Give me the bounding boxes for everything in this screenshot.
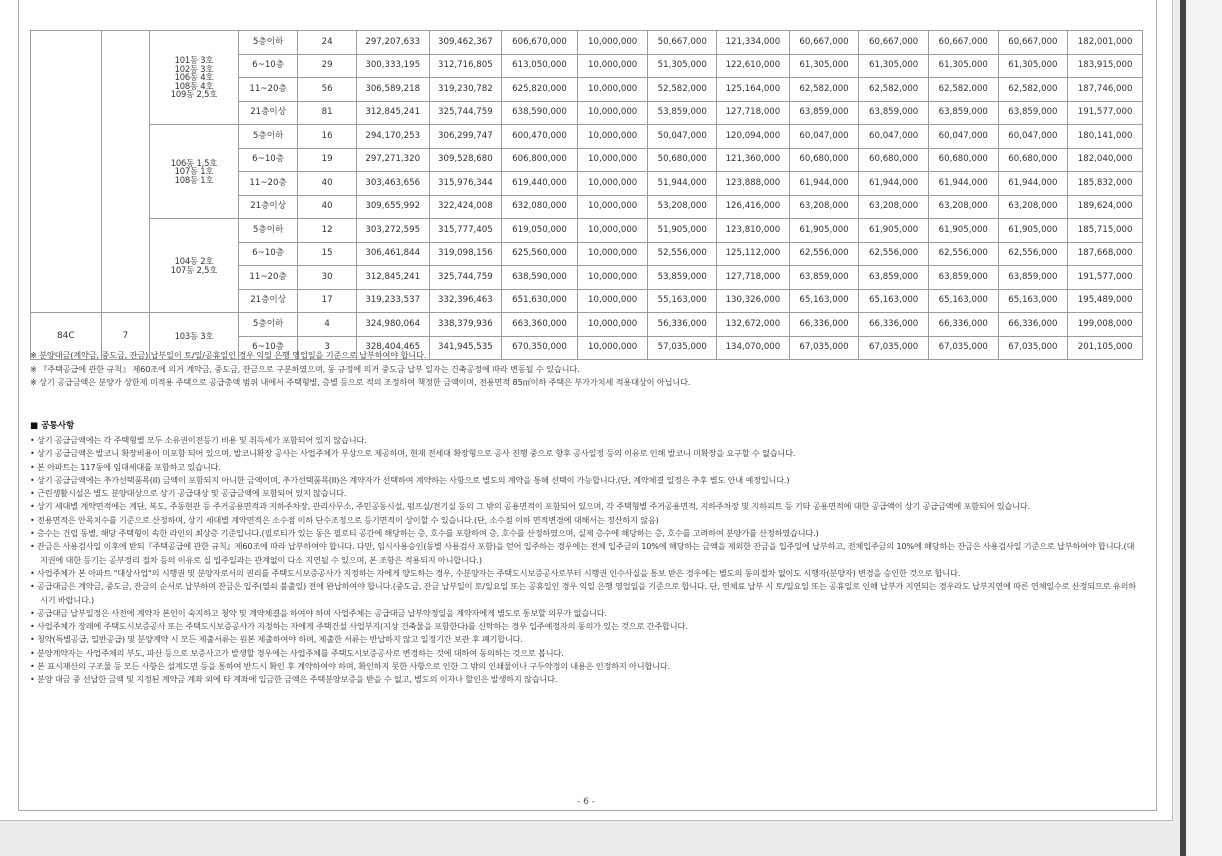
deposit-cell: 10,000,000	[577, 289, 648, 313]
units-cell: 29	[298, 54, 357, 78]
units-cell: 30	[298, 266, 357, 290]
m5-cell: 60,667,000	[928, 31, 998, 55]
units-cell: 3	[298, 336, 357, 360]
m4-cell: 63,859,000	[859, 266, 929, 290]
units-cell: 19	[298, 148, 357, 172]
total-cell: 638,590,000	[502, 101, 578, 125]
m2-cell: 126,416,000	[717, 195, 790, 219]
m5-cell: 62,582,000	[928, 78, 998, 102]
m3-cell: 60,047,000	[789, 125, 859, 149]
m2-cell: 127,718,000	[717, 101, 790, 125]
land-cell: 324,980,064	[356, 313, 429, 337]
viewer-right-margin	[1186, 0, 1222, 856]
units-cell: 56	[298, 78, 357, 102]
land-cell: 309,655,992	[356, 195, 429, 219]
m3-cell: 60,680,000	[789, 148, 859, 172]
units-cell: 24	[298, 31, 357, 55]
m3-cell: 61,305,000	[789, 54, 859, 78]
m2-cell: 123,810,000	[717, 219, 790, 243]
balance-cell: 182,040,000	[1068, 148, 1143, 172]
land-cell: 303,272,595	[356, 219, 429, 243]
m2-cell: 125,164,000	[717, 78, 790, 102]
building-cell: 338,379,936	[429, 313, 502, 337]
common-item: • 상기 공급금액에는 각 주택형별 모두 소유권이전등기 비용 및 취득세가 포함되어 있지 않습니다.	[30, 435, 367, 445]
land-cell: 306,461,844	[356, 242, 429, 266]
m3-cell: 61,944,000	[789, 172, 859, 196]
units-cell: 4	[298, 313, 357, 337]
dong-line: 107동 2,5호	[170, 264, 218, 275]
total-cell: 619,440,000	[502, 172, 578, 196]
common-item: • 상기 세대별 계약면적에는 계단, 복도, 주동현관 등 주거공용면적과 지하주차장, 관리사무소, 주민공동시설, 펌프실/전기실 등의 그 밖의 공용면적이 포함되어 있으며, 각 주택형별 주거공용면적, 지하주차장 및 지하피트 등 기타 공용면적에 대한 공급액이 상기 공급금액에 포함되어 있습니다.	[30, 501, 1030, 512]
m4-cell: 67,035,000	[859, 336, 929, 360]
price-table	[30, 30, 1143, 360]
building-cell: 322,424,008	[429, 195, 502, 219]
total-cell: 625,560,000	[502, 242, 578, 266]
land-cell: 306,589,218	[356, 78, 429, 102]
floor-cell: 5층이하	[238, 313, 298, 337]
deposit-cell: 10,000,000	[577, 125, 648, 149]
table-row	[31, 125, 1143, 149]
total-cell: 613,050,000	[502, 54, 578, 78]
building-cell: 315,777,405	[429, 219, 502, 243]
m6-cell: 60,667,000	[998, 31, 1068, 55]
m2-cell: 127,718,000	[717, 266, 790, 290]
balance-cell: 185,832,000	[1068, 172, 1143, 196]
m4-cell: 62,556,000	[859, 242, 929, 266]
m2-cell: 125,112,000	[717, 242, 790, 266]
m5-cell: 63,208,000	[928, 195, 998, 219]
balance-cell: 189,624,000	[1068, 195, 1143, 219]
units-cell: 81	[298, 101, 357, 125]
common-item: • 상기 공급금액은 발코니 확장비용이 미포함 되어 있으며, 발코니확장 공사는 사업주체가 무상으로 제공하며, 현재 전세대 확장형으로 공사 진행 중으로 향후 공사일정 등의 이유로 인해 발코니 미확장을 요구할 수 없습니다.	[30, 448, 796, 459]
balance-cell: 185,715,000	[1068, 219, 1143, 243]
m1-cell: 53,208,000	[648, 195, 717, 219]
total-cell: 670,350,000	[502, 336, 578, 360]
note-line: ※ 『주택공급에 관한 규칙』 제60조에 의거 계약금, 중도금, 잔금으로 구분하였으며, 동 규정에 의거 중도금 납부 일자는 건축공정에 따라 변동될 수 있습니다.	[30, 363, 580, 374]
common-item: • 상기 공급금액에는 추가선택품목(II) 금액이 포함되지 아니한 금액이며, 추가선택품목(II)은 계약자가 선택하여 계약하는 사항으로 별도의 계약을 통해 선택이 가능합니다.(단, 계약체결 일정은 추후 별도 안내 예정입니다.)	[30, 474, 790, 485]
land-cell: 319,233,537	[356, 289, 429, 313]
m3-cell: 61,905,000	[789, 219, 859, 243]
m5-cell: 61,944,000	[928, 172, 998, 196]
total-cell: 619,050,000	[502, 219, 578, 243]
m1-cell: 50,667,000	[648, 31, 717, 55]
m1-cell: 52,556,000	[648, 242, 717, 266]
building-cell: 309,462,367	[429, 31, 502, 55]
m4-cell: 63,859,000	[859, 101, 929, 125]
units-cell: 16	[298, 125, 357, 149]
m6-cell: 65,163,000	[998, 289, 1068, 313]
m5-cell: 67,035,000	[928, 336, 998, 360]
units-cell: 40	[298, 172, 357, 196]
dong-line: 101동 3호	[174, 55, 214, 66]
m4-cell: 60,667,000	[859, 31, 929, 55]
m5-cell: 63,859,000	[928, 266, 998, 290]
floor-cell: 21층이상	[238, 101, 298, 125]
common-item: • 본 아파트는 117동에 임대세대를 포함하고 있습니다.	[30, 461, 221, 472]
dong-line: 103동 3호	[174, 330, 214, 341]
building-cell: 306,299,747	[429, 125, 502, 149]
common-item: • 근린생활시설은 별도 분양대상으로 상기 공급대상 및 공급금액에 포함되어 있지 않습니다.	[30, 488, 347, 499]
m4-cell: 65,163,000	[859, 289, 929, 313]
land-cell: 297,271,320	[356, 148, 429, 172]
total-cell: 600,470,000	[502, 125, 578, 149]
m6-cell: 66,336,000	[998, 313, 1068, 337]
deposit-cell: 10,000,000	[577, 78, 648, 102]
m3-cell: 63,208,000	[789, 195, 859, 219]
m6-cell: 67,035,000	[998, 336, 1068, 360]
m5-cell: 62,556,000	[928, 242, 998, 266]
dong-line: 109동 2,5호	[170, 89, 218, 100]
m1-cell: 57,035,000	[648, 336, 717, 360]
balance-cell: 199,008,000	[1068, 313, 1143, 337]
m5-cell: 61,305,000	[928, 54, 998, 78]
floor-cell: 21층이상	[238, 195, 298, 219]
common-item: • 사업주체가 본 아파트 "대상사업"의 시행권 및 분양자로서의 권리를 주택도시보증공사가 지정하는 자에게 양도하는 경우, 수분양자는 주택도시보증공사로부터 시행권 인수사실을 통보 받은 경우에는 별도의 동의절차 없이도 시행자(분양자) 변경을 승인한 것으로 합니다.	[30, 567, 961, 578]
m4-cell: 66,336,000	[859, 313, 929, 337]
m5-cell: 66,336,000	[928, 313, 998, 337]
land-cell: 312,845,241	[356, 101, 429, 125]
common-item: • 본 표시재산의 구조물 등 모든 사항은 설계도면 등을 통하여 반드시 확인 후 계약하여야 하며, 확인하지 못한 사항으로 인한 그 밖의 인쇄물이나 구두약정의 내용은 인정하지 아니합니다.	[30, 661, 670, 672]
m1-cell: 52,582,000	[648, 78, 717, 102]
balance-cell: 201,105,000	[1068, 336, 1143, 360]
floor-cell: 11~20층	[238, 172, 298, 196]
common-item: • 공급대금 납부일정은 사전에 계약자 본인이 숙지하고 청약 및 계약체결을 하여야 하며 사업주체는 공급대금 납부약정일을 계약자에게 별도로 통보할 의무가 없습니다.	[30, 607, 607, 618]
balance-cell: 183,915,000	[1068, 54, 1143, 78]
m6-cell: 62,556,000	[998, 242, 1068, 266]
dong-line: 104동 2호	[174, 256, 214, 267]
households-cell	[101, 31, 149, 313]
type-cell	[31, 31, 102, 313]
dong-cell	[150, 125, 239, 219]
building-cell: 315,976,344	[429, 172, 502, 196]
dong-line: 106동 1,5호	[170, 157, 218, 168]
price-notes	[30, 349, 1145, 390]
balance-cell: 195,489,000	[1068, 289, 1143, 313]
common-item: • 잔금은 사용검사일 이후에 받되『주택공급에 관한 규칙』제60조에 따라 납부하여야 합니다. 다만, 임시사용승인(동별 사용검사 포함)을 얻어 입주하는 경우에는 전체 입주금의 10%에 해당하는 금액을 제외한 잔금을 입주일에 납부하고, 전체입주금의 10%에 해당하는 잔금은 사용검사일 기준으로 납부하여야 합니다.(대지권에 대한 등기는 공부정리 절차 등의 이유로 실 입주일과는 관계없이 다소 지연될 수 있으며, 본 조항은 적용되지 아니합니다.)	[30, 541, 1135, 565]
dong-line: 108동 4호	[174, 80, 214, 91]
m6-cell: 63,859,000	[998, 101, 1068, 125]
dong-line: 106동 4호	[174, 72, 214, 83]
m6-cell: 62,582,000	[998, 78, 1068, 102]
common-item: • 청약(특별공급, 일반공급) 및 분양계약 시 모든 제출서류는 원본 제출하여야 하며, 제출한 서류는 반납하지 않고 일정기간 보관 후 폐기합니다.	[30, 634, 523, 645]
m1-cell: 53,859,000	[648, 101, 717, 125]
building-cell: 332,396,463	[429, 289, 502, 313]
note-line: ※ 상기 공급금액은 분양가 상한제 미적용 주택으로 공급총액 범위 내에서 주택형별, 층별 등으로 적의 조정하여 책정한 금액이며, 전용면적 85㎡이하 주택은 부가가치세 적용대상이 아닙니다.	[30, 377, 691, 387]
balance-cell: 182,001,000	[1068, 31, 1143, 55]
m4-cell: 61,905,000	[859, 219, 929, 243]
deposit-cell: 10,000,000	[577, 266, 648, 290]
m5-cell: 63,859,000	[928, 101, 998, 125]
total-cell: 632,080,000	[502, 195, 578, 219]
building-cell: 341,945,535	[429, 336, 502, 360]
table-row	[31, 31, 1143, 55]
m2-cell: 132,672,000	[717, 313, 790, 337]
m4-cell: 60,680,000	[859, 148, 929, 172]
common-section-title: ■ 공통사항	[30, 421, 75, 431]
m3-cell: 60,667,000	[789, 31, 859, 55]
building-cell: 312,716,805	[429, 54, 502, 78]
building-cell: 309,528,680	[429, 148, 502, 172]
floor-cell: 5층이하	[238, 125, 298, 149]
m6-cell: 61,305,000	[998, 54, 1068, 78]
m3-cell: 62,582,000	[789, 78, 859, 102]
balance-cell: 187,668,000	[1068, 242, 1143, 266]
dong-line: 102동 3호	[174, 63, 214, 74]
m3-cell: 67,035,000	[789, 336, 859, 360]
common-item: • 층수는 건립 동별, 해당 주택형이 속한 라인의 최상층 기준입니다.(필로티가 있는 동은 필로티 공간에 해당하는 층, 호수를 포함하여 층, 호수를 산정하였으며, 실제 층수에 해당하는 층, 호수를 고려하여 분양가를 산정하였습니다.)	[30, 528, 819, 539]
m6-cell: 60,680,000	[998, 148, 1068, 172]
total-cell: 606,800,000	[502, 148, 578, 172]
m2-cell: 121,360,000	[717, 148, 790, 172]
building-cell: 325,744,759	[429, 101, 502, 125]
land-cell: 303,463,656	[356, 172, 429, 196]
m4-cell: 63,208,000	[859, 195, 929, 219]
viewer-scrollbar[interactable]	[1180, 0, 1186, 856]
type-cell: 84C	[31, 313, 102, 360]
m6-cell: 61,944,000	[998, 172, 1068, 196]
dong-line: 108동 1호	[174, 174, 214, 185]
deposit-cell: 10,000,000	[577, 336, 648, 360]
deposit-cell: 10,000,000	[577, 101, 648, 125]
m5-cell: 61,905,000	[928, 219, 998, 243]
m6-cell: 61,905,000	[998, 219, 1068, 243]
m2-cell: 120,094,000	[717, 125, 790, 149]
dong-cell	[150, 219, 239, 313]
land-cell: 294,170,253	[356, 125, 429, 149]
total-cell: 638,590,000	[502, 266, 578, 290]
land-cell: 300,333,195	[356, 54, 429, 78]
m1-cell: 51,944,000	[648, 172, 717, 196]
land-cell: 328,404,465	[356, 336, 429, 360]
m3-cell: 63,859,000	[789, 101, 859, 125]
m4-cell: 61,944,000	[859, 172, 929, 196]
balance-cell: 191,577,000	[1068, 101, 1143, 125]
common-item: • 전용면적은 안목치수를 기준으로 산정하며, 상기 세대별 계약면적은 소수점 이하 단수조정으로 등기면적이 상이할 수 있습니다.(단, 소수점 이하 면적변경에 대해서는 정산하지 않음)	[30, 514, 659, 525]
units-cell: 15	[298, 242, 357, 266]
m1-cell: 55,163,000	[648, 289, 717, 313]
floor-cell: 5층이하	[238, 219, 298, 243]
floor-cell: 5층이하	[238, 31, 298, 55]
m6-cell: 60,047,000	[998, 125, 1068, 149]
building-cell: 319,230,782	[429, 78, 502, 102]
deposit-cell: 10,000,000	[577, 31, 648, 55]
floor-cell: 6~10층	[238, 54, 298, 78]
balance-cell: 191,577,000	[1068, 266, 1143, 290]
floor-cell: 6~10층	[238, 336, 298, 360]
m6-cell: 63,859,000	[998, 266, 1068, 290]
common-item: • 공급대금은 계약금, 중도금, 잔금의 순서로 납부하며 잔금은 입주(열쇠 불출일) 전에 완납하여야 합니다.(중도금, 잔금 납부일이 토/일요일 또는 공휴일인 경우 익일 은행 영업일을 기준으로 합니다. 단, 연체료 납부 시 토/일요일 또는 공휴일로 인해 납부가 지연되는 경우라도 납부지연에 따른 연체일수로 산정되므로 유의하시기 바랍니다.)	[30, 581, 1136, 605]
table-row	[31, 313, 1143, 337]
m4-cell: 61,305,000	[859, 54, 929, 78]
total-cell: 625,820,000	[502, 78, 578, 102]
floor-cell: 11~20층	[238, 78, 298, 102]
building-cell: 325,744,759	[429, 266, 502, 290]
m1-cell: 51,905,000	[648, 219, 717, 243]
m4-cell: 62,582,000	[859, 78, 929, 102]
m2-cell: 134,070,000	[717, 336, 790, 360]
common-items-list	[30, 434, 1140, 687]
m1-cell: 51,305,000	[648, 54, 717, 78]
floor-cell: 6~10층	[238, 148, 298, 172]
deposit-cell: 10,000,000	[577, 219, 648, 243]
common-item: • 분양계약자는 사업주체의 부도, 파산 등으로 보증사고가 발생할 경우에는 사업주체를 주택도시보증공사로 변경하는 것에 대하여 동의하는 것으로 봅니다.	[30, 647, 564, 658]
deposit-cell: 10,000,000	[577, 54, 648, 78]
balance-cell: 180,141,000	[1068, 125, 1143, 149]
common-item: • 사업주체가 장래에 주택도시보증공사 또는 주택도시보증공사가 지정하는 자에게 주택건설 사업부지(지상 건축물을 포함한다)를 신탁하는 경우 입주예정자의 동의가 있는 것으로 간주합니다.	[30, 621, 688, 632]
m5-cell: 60,047,000	[928, 125, 998, 149]
dong-line: 107동 1호	[174, 166, 214, 177]
m2-cell: 130,326,000	[717, 289, 790, 313]
m6-cell: 63,208,000	[998, 195, 1068, 219]
floor-cell: 11~20층	[238, 266, 298, 290]
floor-cell: 6~10층	[238, 242, 298, 266]
m2-cell: 123,888,000	[717, 172, 790, 196]
m4-cell: 60,047,000	[859, 125, 929, 149]
households-cell: 7	[101, 313, 149, 360]
total-cell: 606,670,000	[502, 31, 578, 55]
deposit-cell: 10,000,000	[577, 148, 648, 172]
balance-cell: 187,746,000	[1068, 78, 1143, 102]
m3-cell: 66,336,000	[789, 313, 859, 337]
page-number: - 6 -	[577, 797, 595, 807]
m2-cell: 122,610,000	[717, 54, 790, 78]
m3-cell: 63,859,000	[789, 266, 859, 290]
m1-cell: 50,680,000	[648, 148, 717, 172]
note-line: ※ 분양대금(계약금, 중도금, 잔금) 납부일이 토/일/공휴일인 경우 익일 은행 영업일을 기준으로 납부하여야 합니다.	[30, 350, 427, 360]
land-cell: 297,207,633	[356, 31, 429, 55]
m1-cell: 53,859,000	[648, 266, 717, 290]
building-cell: 319,098,156	[429, 242, 502, 266]
units-cell: 17	[298, 289, 357, 313]
m3-cell: 65,163,000	[789, 289, 859, 313]
total-cell: 651,630,000	[502, 289, 578, 313]
units-cell: 40	[298, 195, 357, 219]
deposit-cell: 10,000,000	[577, 195, 648, 219]
common-item: • 분양 대금 중 선납한 금액 및 지정된 계약금 계좌 외에 타 계좌에 입금한 금액은 주택분양보증을 받을 수 없고, 별도의 이자나 할인은 발생하지 않습니다.	[30, 674, 558, 685]
m2-cell: 121,334,000	[717, 31, 790, 55]
floor-cell: 21층이상	[238, 289, 298, 313]
units-cell: 12	[298, 219, 357, 243]
total-cell: 663,360,000	[502, 313, 578, 337]
m1-cell: 50,047,000	[648, 125, 717, 149]
m1-cell: 56,336,000	[648, 313, 717, 337]
m5-cell: 65,163,000	[928, 289, 998, 313]
land-cell: 312,845,241	[356, 266, 429, 290]
price-table-body	[31, 31, 1143, 360]
deposit-cell: 10,000,000	[577, 242, 648, 266]
m5-cell: 60,680,000	[928, 148, 998, 172]
deposit-cell: 10,000,000	[577, 172, 648, 196]
table-row	[31, 219, 1143, 243]
deposit-cell: 10,000,000	[577, 313, 648, 337]
m3-cell: 62,556,000	[789, 242, 859, 266]
dong-cell	[150, 31, 239, 125]
